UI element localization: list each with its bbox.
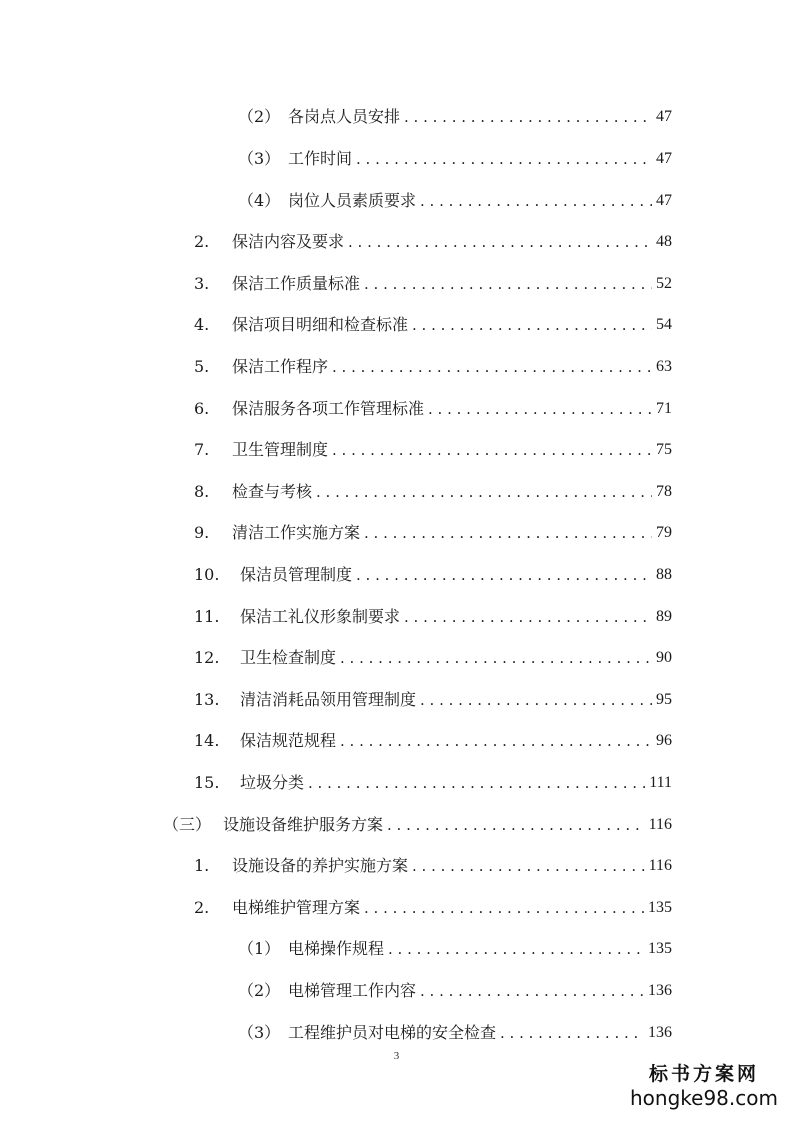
toc-entry-page: 79 [656,524,672,541]
toc-entry-title: 保洁工作程序 [232,357,329,376]
dot-leader [387,810,645,840]
dot-leader [308,768,645,798]
toc-entry-page: 135 [648,940,672,957]
toc-entry-number: 10. [194,565,220,584]
dot-leader [364,893,644,923]
toc-entry[interactable] [0,477,793,507]
toc-entry[interactable] [0,186,793,216]
toc-entry-title: 垃圾分类 [240,773,305,792]
toc-entry-title: 卫生管理制度 [232,440,329,459]
toc-entry-number: 15. [194,773,220,792]
toc-entry-page: 88 [656,566,672,583]
toc-entry-number: 9. [194,523,210,542]
toc-entry-title: 卫生检查制度 [240,648,337,667]
toc-entry[interactable] [0,851,793,881]
toc-entry-title: 清洁消耗品领用管理制度 [240,690,417,709]
toc-entry[interactable] [0,1018,793,1048]
toc-entry-title: 保洁规范规程 [240,731,337,750]
toc-entry-title: 电梯维护管理方案 [232,898,361,917]
toc-entry[interactable] [0,893,793,923]
toc-entry-page: 47 [656,192,672,209]
toc-entry-page: 111 [649,774,672,791]
toc-entry-title: 设施设备维护服务方案 [223,815,384,834]
toc-entry-page: 116 [648,857,672,874]
toc-entry-page: 89 [656,608,672,625]
toc-entry[interactable] [0,310,793,340]
toc-entry-number: 14. [194,731,220,750]
dot-leader [332,435,652,465]
toc-entry[interactable] [0,685,793,715]
dot-leader [316,477,652,507]
toc-entry-number: 13. [194,690,220,709]
toc-entry-page: 71 [656,400,672,417]
dot-leader [364,269,652,299]
toc-entry-title: 保洁员管理制度 [240,565,353,584]
toc-entry-page: 135 [648,899,672,916]
toc-entry[interactable] [0,934,793,964]
watermark-text: 标书方案网 [648,1063,759,1085]
toc-entry-title: 保洁工礼仪形象制要求 [240,607,401,626]
dot-leader [404,102,652,132]
toc-entry[interactable] [0,810,793,840]
dot-leader [412,851,645,881]
toc-entry[interactable] [0,227,793,257]
toc-entry-page: 136 [648,982,672,999]
watermark-url: hongke98.com [630,1086,778,1110]
dot-leader [404,602,652,632]
toc-entry[interactable] [0,102,793,132]
toc-entry-number: （1） [238,939,281,958]
toc-entry-page: 47 [656,108,672,125]
toc-entry-page: 95 [656,691,672,708]
toc-entry[interactable] [0,560,793,590]
watermark-logo [629,1062,779,1110]
dot-leader [356,560,652,590]
toc-entry-title: 岗位人员素质要求 [288,191,417,210]
toc-entry-number: 12. [194,648,220,667]
toc-entry-title: 保洁项目明细和检查标准 [232,315,409,334]
toc-entry-number: （2） [238,107,281,126]
toc-entry-title: 检查与考核 [232,482,313,501]
dot-leader [356,144,652,174]
toc-entry-number: 4. [194,315,210,334]
toc-entry-title: 工作时间 [288,149,353,168]
toc-entry-number: 1. [194,856,210,875]
dot-leader [420,186,652,216]
toc-entry-number: （3） [238,1023,281,1042]
toc-entry-number: 3. [194,274,210,293]
toc-entry-title: 清洁工作实施方案 [232,523,361,542]
toc-entry-title: 保洁内容及要求 [232,232,345,251]
toc-entry[interactable] [0,144,793,174]
toc-entry-title: 各岗点人员安排 [288,107,401,126]
dot-leader [420,685,652,715]
toc-entry-page: 52 [656,275,672,292]
toc-entry-page: 90 [656,649,672,666]
toc-entry[interactable] [0,394,793,424]
toc-entry-number: 11. [194,607,220,626]
toc-entry[interactable] [0,602,793,632]
toc-entry-page: 54 [656,316,672,333]
toc-entry[interactable] [0,269,793,299]
toc-entry-title: 电梯管理工作内容 [288,981,417,1000]
toc-entry[interactable] [0,352,793,382]
toc-entry[interactable] [0,976,793,1006]
toc-entry-title: 电梯操作规程 [288,939,385,958]
toc-entry[interactable] [0,726,793,756]
toc-entry-number: （3） [238,149,281,168]
toc-entry-number: （4） [238,191,281,210]
toc-entry-number: 5. [194,357,210,376]
dot-leader [340,643,652,673]
toc-entry-number: 7. [194,440,210,459]
toc-entry-title: 工程维护员对电梯的安全检查 [288,1023,497,1042]
dot-leader [332,352,652,382]
toc-entry-page: 48 [656,233,672,250]
toc-entry[interactable] [0,768,793,798]
dot-leader [412,310,652,340]
toc-entry-title: 设施设备的养护实施方案 [232,856,409,875]
toc-entry-page: 75 [656,441,672,458]
toc-entry-title: 保洁工作质量标准 [232,274,361,293]
toc-entry-number: 2. [194,898,210,917]
toc-entry[interactable] [0,435,793,465]
toc-entry-number: （2） [238,981,281,1000]
toc-entry-page: 63 [656,358,672,375]
toc-entry-title: 保洁服务各项工作管理标准 [232,399,425,418]
toc-entry-number: 8. [194,482,210,501]
dot-leader [420,976,644,1006]
toc-entry[interactable] [0,643,793,673]
toc-entry[interactable] [0,518,793,548]
dot-leader [428,394,652,424]
dot-leader [364,518,652,548]
toc-entry-number: 6. [194,399,210,418]
dot-leader [348,227,652,257]
toc-entry-page: 96 [656,732,672,749]
toc-entry-number: 2. [194,232,210,251]
toc-entry-page: 47 [656,150,672,167]
page-number: 3 [393,1050,400,1062]
toc-entry-page: 136 [648,1024,672,1041]
toc-entry-page: 78 [656,483,672,500]
dot-leader [500,1018,644,1048]
dot-leader [388,934,644,964]
dot-leader [340,726,652,756]
toc-entry-page: 116 [648,816,672,833]
toc-entry-number: （三） [163,815,212,834]
